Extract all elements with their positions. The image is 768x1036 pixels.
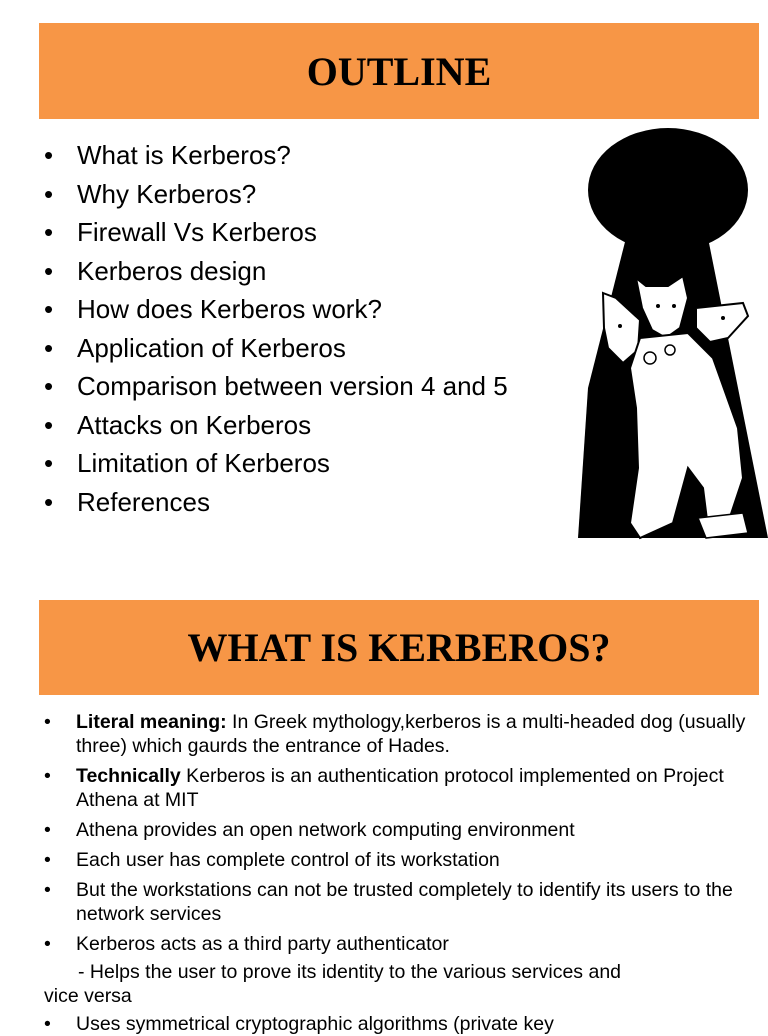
item-text: In Greek mythology,kerberos is a multi-headed dog (usually three) which gaurds the entrance of Hades. — [76, 711, 746, 757]
outline-item: • Application of Kerberos — [44, 329, 508, 368]
description-item — [44, 710, 760, 758]
item-text: Kerberos acts as a third party authenticator — [76, 933, 449, 955]
item-text: But the workstations can not be trusted completely to identify its users to the network services — [76, 879, 733, 925]
outline-item: • Attacks on Kerberos — [44, 406, 508, 445]
kerberos-description-list — [44, 710, 760, 962]
outline-item: • References — [44, 483, 508, 522]
item-text: Athena provides an open network computing environment — [76, 819, 575, 841]
sub-point-line-1: - Helps the user to prove its identity to the various services and — [78, 961, 622, 983]
outline-item: • Comparison between version 4 and 5 — [44, 367, 508, 406]
description-item — [44, 932, 760, 956]
outline-title: OUTLINE — [306, 48, 492, 94]
item-text: Kerberos is an authentication protocol implemented on Project Athena at MIT — [76, 765, 724, 811]
description-item — [44, 818, 760, 842]
outline-item: • Limitation of Kerberos — [44, 444, 508, 483]
outline-item: • What is Kerberos? — [44, 136, 508, 175]
sub-point-line-2: vice versa — [44, 985, 132, 1007]
outline-title-banner — [39, 23, 759, 119]
outline-item: • Firewall Vs Kerberos — [44, 213, 508, 252]
item-bold-label: Technically — [76, 765, 181, 787]
sub-point — [44, 960, 760, 1008]
outline-item: • Why Kerberos? — [44, 175, 508, 214]
three-headed-dog-keyhole-illustration — [578, 128, 768, 548]
outline-list — [44, 136, 508, 521]
outline-item: • Kerberos design — [44, 252, 508, 291]
paper-scroll — [698, 513, 748, 538]
what-is-kerberos-title: WHAT IS KERBEROS? — [187, 625, 611, 670]
description-item — [44, 848, 760, 872]
description-item — [44, 764, 760, 812]
outline-item: • How does Kerberos work? — [44, 290, 508, 329]
item-text: Each user has complete control of its workstation — [76, 849, 500, 871]
cutoff-item: • Uses symmetrical cryptographic algorithms (private key — [44, 1012, 554, 1036]
what-is-kerberos-title-banner — [39, 600, 759, 695]
description-item — [44, 878, 760, 926]
item-bold-label: Literal meaning: — [76, 711, 227, 733]
